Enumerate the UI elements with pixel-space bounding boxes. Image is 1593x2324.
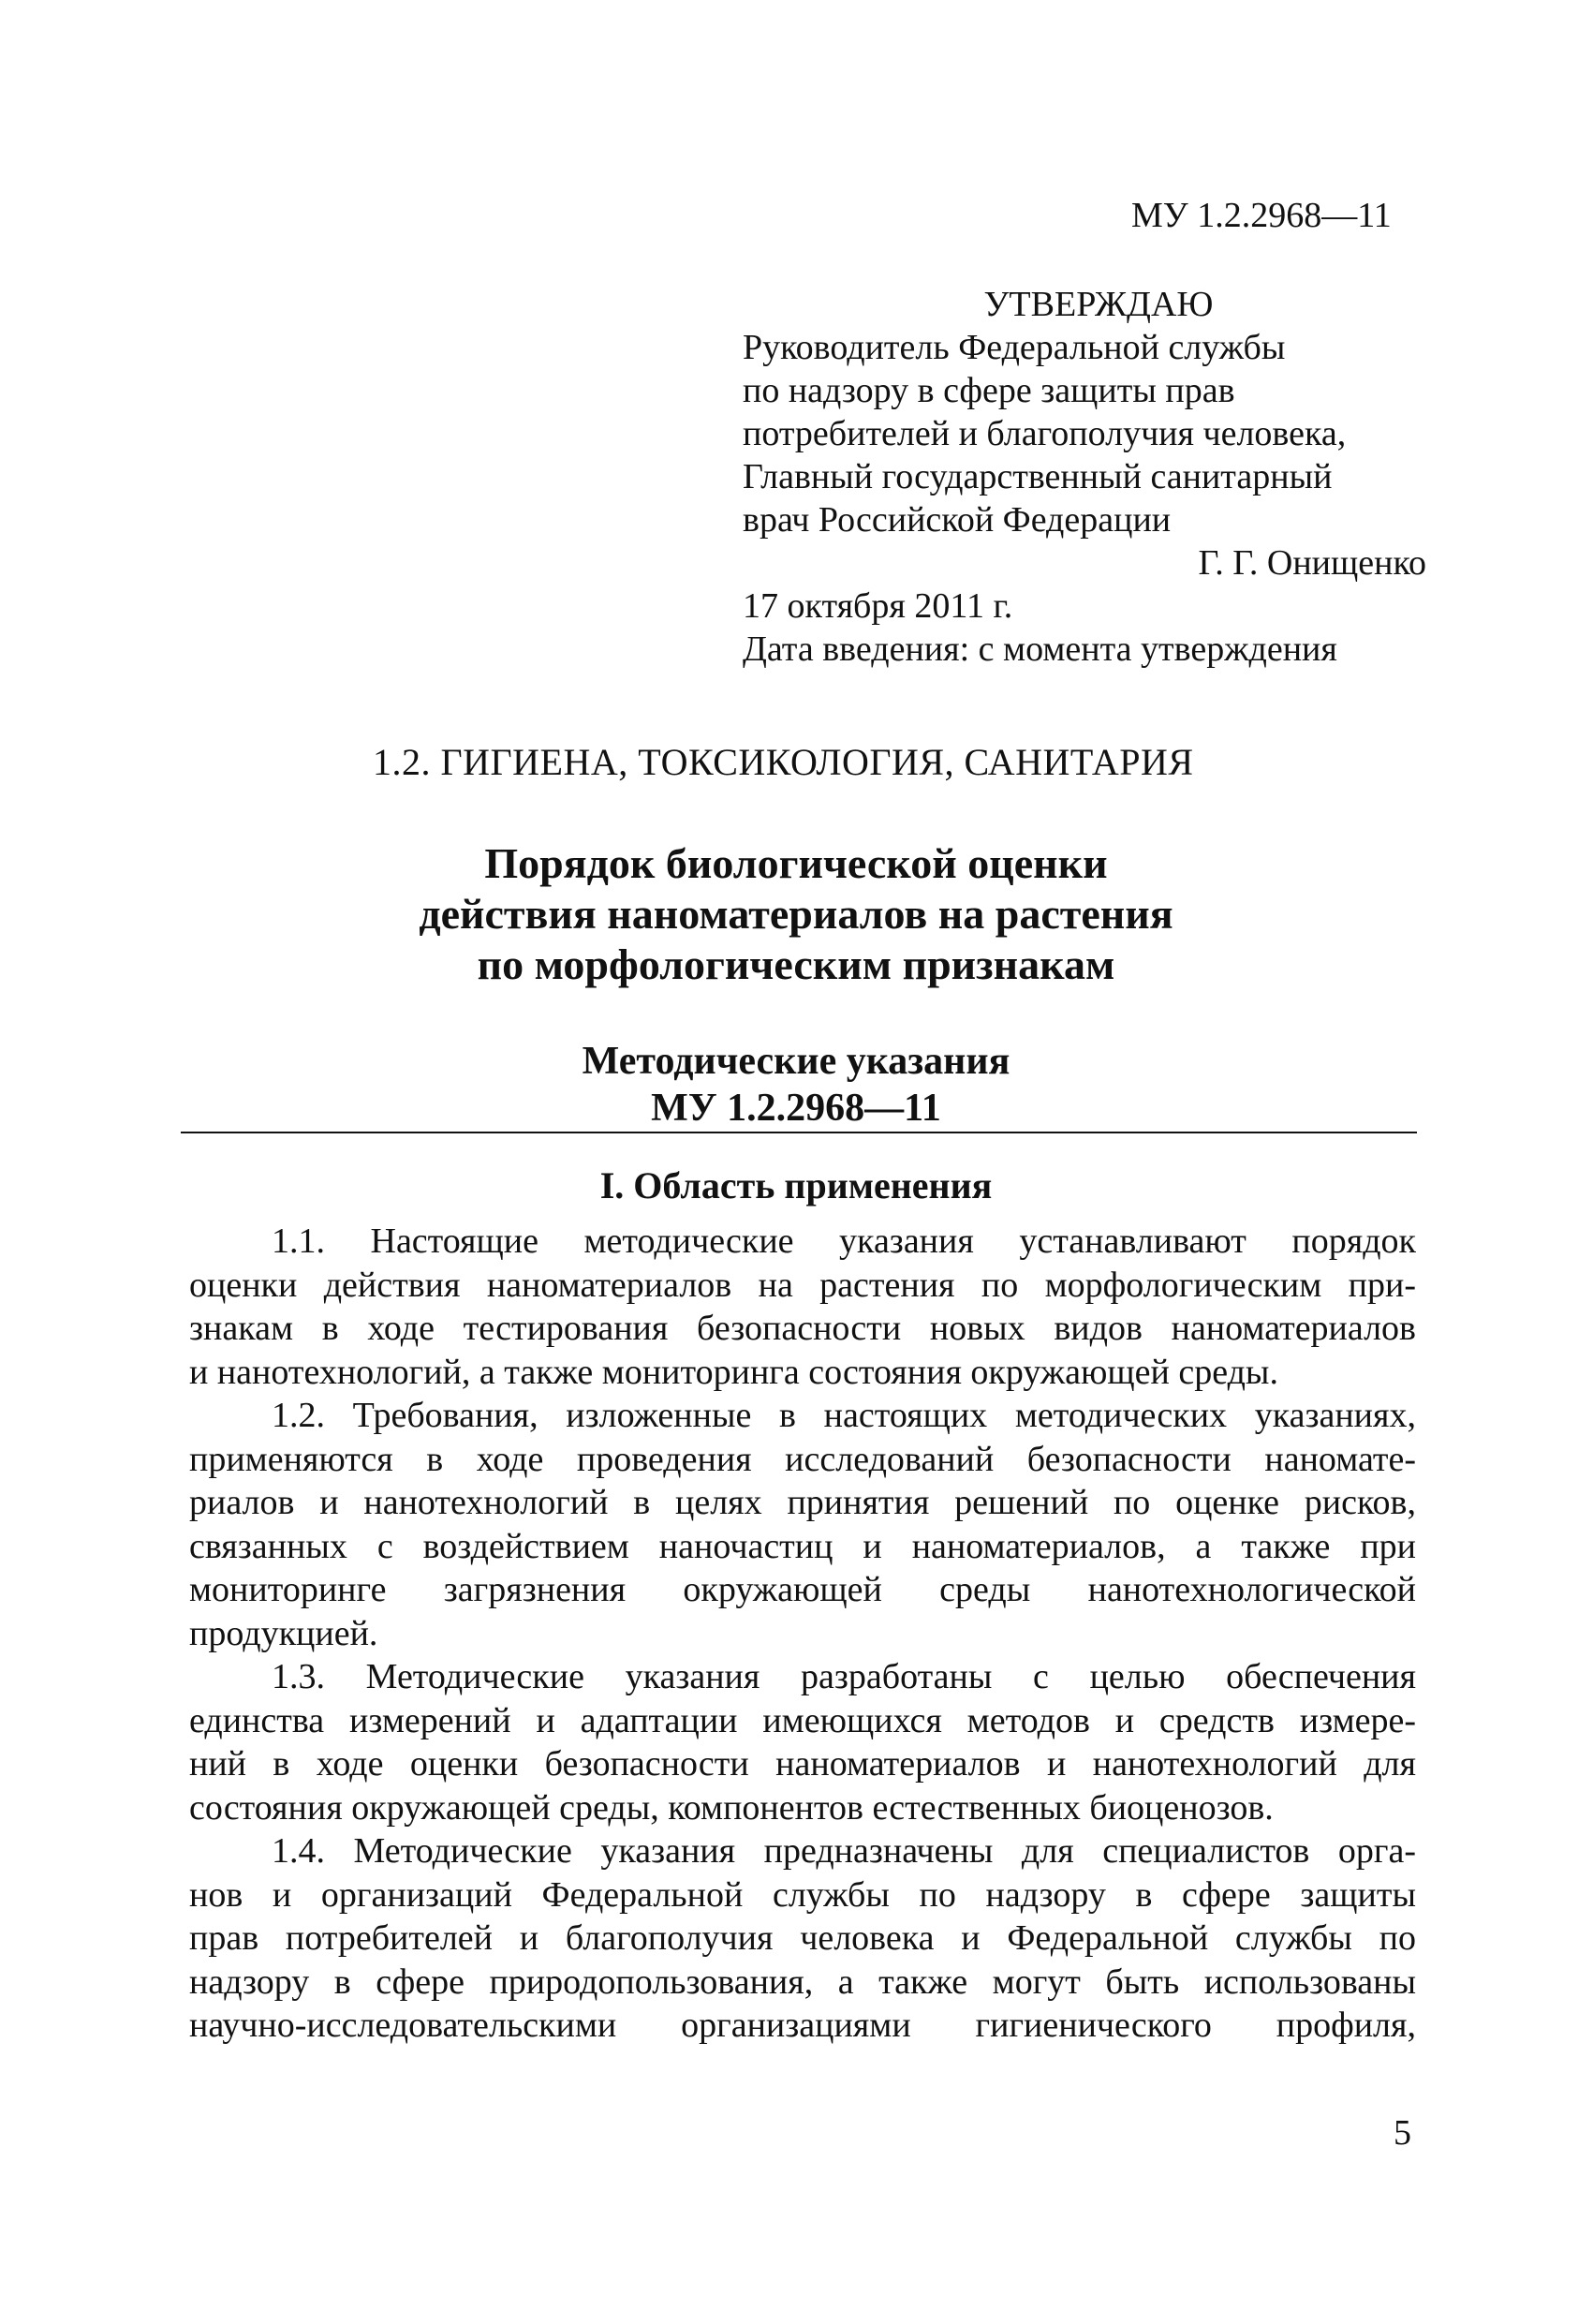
section-heading: 1.2. ГИГИЕНА, ТОКСИКОЛОГИЯ, САНИТАРИЯ xyxy=(373,741,1194,783)
approval-block xyxy=(743,283,1426,671)
document-title xyxy=(187,838,1405,990)
approval-position-line: по надзору в сфере защиты прав xyxy=(743,371,1235,410)
text-line: состояния окружающей среды, компонентов естественных биоценозов. xyxy=(189,1787,1274,1828)
text-line: и нанотехнологий, а также мониторинга состояния окружающей среды. xyxy=(189,1352,1278,1392)
text-line: прав потребителей и благополучия человека и Федеральной службы по xyxy=(189,1918,1416,1958)
text-line: 1.3. Методические указания разработаны с целью обеспечения xyxy=(272,1657,1416,1696)
text-line: знакам в ходе тестирования безопасности новых видов наноматериалов xyxy=(189,1309,1416,1348)
approval-effective-date: Дата введения: с момента утверждения xyxy=(743,629,1337,669)
text-line: оценки действия наноматериалов на растения по морфологическим при- xyxy=(189,1265,1416,1305)
title-line: действия наноматериалов на растения xyxy=(419,890,1173,938)
horizontal-divider xyxy=(181,1132,1417,1133)
text-line: продукцией. xyxy=(189,1613,378,1653)
text-line: мониторинге загрязнения окружающей среды нанотехнологической xyxy=(189,1570,1416,1609)
approval-position-line: врач Российской Федерации xyxy=(743,500,1172,540)
text-line: риалов и нанотехнологий в целях принятия решений по оценке рисков, xyxy=(189,1483,1416,1522)
page-number: 5 xyxy=(1394,2113,1411,2153)
document-code: МУ 1.2.2968—11 xyxy=(1131,196,1392,235)
paragraph xyxy=(189,1655,1416,1829)
chapter-heading: I. Область применения xyxy=(599,1164,993,1206)
text-line: применяются в ходе проведения исследований безопасности наномате- xyxy=(189,1439,1416,1479)
title-line: по морфологическим признакам xyxy=(477,940,1115,988)
paragraph xyxy=(189,1220,1416,1394)
text-line: нов и организаций Федеральной службы по надзору в сфере защиты xyxy=(189,1874,1416,1915)
approval-heading: УТВЕРЖДАЮ xyxy=(983,285,1214,324)
text-line: единства измерений и адаптации имеющихся методов и средств измере- xyxy=(189,1700,1416,1740)
text-line: научно-исследовательскими организациями гигиенического профиля, xyxy=(189,2006,1416,2045)
text-line: связанных с воздействием наночастиц и наноматериалов, а также при xyxy=(189,1526,1416,1566)
approval-date: 17 октября 2011 г. xyxy=(743,586,1013,626)
approval-position-line: Главный государственный санитарный xyxy=(743,457,1333,496)
approval-signatory: Г. Г. Онищенко xyxy=(1198,543,1426,583)
paragraph xyxy=(189,1394,1416,1655)
title-line: Порядок биологической оценки xyxy=(484,839,1108,887)
text-line: ний в ходе оценки безопасности наноматериалов и нанотехнологий для xyxy=(189,1744,1416,1784)
body-text xyxy=(189,1220,1416,2048)
subtitle-line: МУ 1.2.2968—11 xyxy=(651,1087,941,1130)
text-line: 1.4. Методические указания предназначены для специалистов орга- xyxy=(272,1831,1416,1871)
approval-position-line: потребителей и благополучия человека, xyxy=(743,414,1347,453)
text-line: 1.2. Требования, изложенные в настоящих методических указаниях, xyxy=(272,1396,1416,1435)
text-line: 1.1. Настоящие методические указания устанавливают порядок xyxy=(272,1221,1416,1261)
subtitle-line: Методические указания xyxy=(582,1040,1010,1083)
text-line: надзору в сфере природопользования, а также могут быть использованы xyxy=(189,1961,1416,2002)
approval-position-line: Руководитель Федеральной службы xyxy=(743,328,1286,367)
paragraph xyxy=(189,1829,1416,2048)
document-subtitle xyxy=(187,1038,1405,1132)
